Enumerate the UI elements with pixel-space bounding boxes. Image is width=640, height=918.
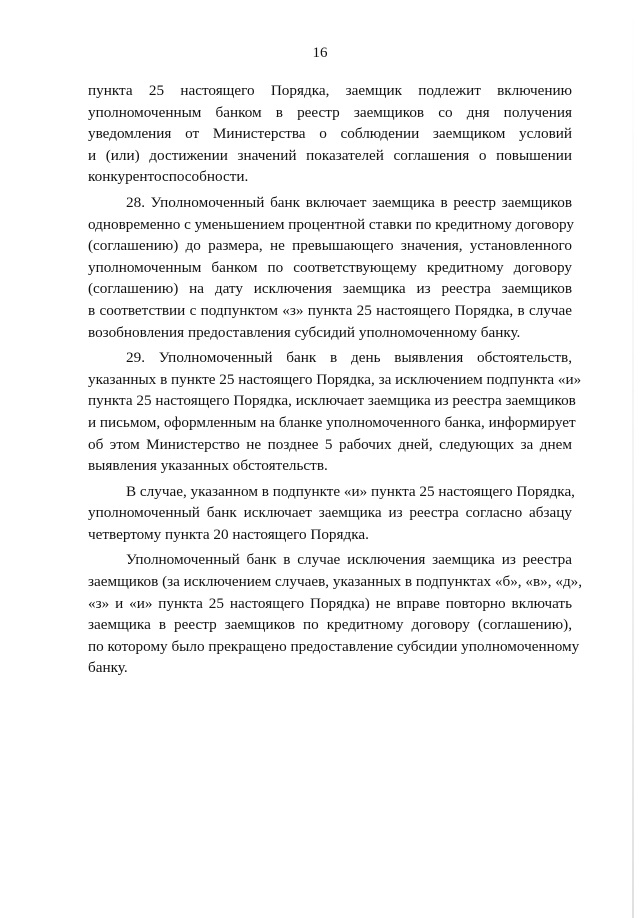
- text-line: четвертому пункта 20 настоящего Порядка.: [88, 525, 369, 543]
- text-line: пункта 25 настоящего Порядка, заемщик подлежит включению: [88, 82, 572, 99]
- text-line: уполномоченным банком по соответствующему кредитному договору: [88, 258, 572, 276]
- text-line: уполномоченный банк исключает заемщика из реестра согласно абзацу: [88, 504, 572, 522]
- text-line: конкурентоспособности.: [88, 168, 249, 186]
- text-line: пункта 25 настоящего Порядка, исключает заемщика из реестра заемщиков: [88, 392, 576, 410]
- text-line: возобновления предоставления субсидий уполномоченному банку.: [88, 323, 521, 341]
- text-line: В случае, указанном в подпункте «и» пункта 25 настоящего Порядка,: [126, 482, 575, 500]
- paragraph-continuation: [88, 80, 572, 188]
- text-line: и письмом, оформленным на бланке уполномоченного банка, информирует: [88, 413, 576, 431]
- paragraph-29: [88, 347, 582, 477]
- text-line: выявления указанных обстоятельств.: [88, 457, 328, 475]
- paragraph-case-i: [88, 481, 575, 546]
- text-line: уполномоченным банком в реестр заемщиков со дня получения: [88, 103, 572, 121]
- text-line: об этом Министерство не позднее 5 рабочих дней, следующих за днем: [88, 435, 572, 453]
- text-line: в соответствии с подпунктом «з» пункта 25 настоящего Порядка, в случае: [88, 301, 572, 319]
- text-line: одновременно с уменьшением процентной ставки по кредитному договору: [88, 215, 575, 233]
- text-line: Уполномоченный банк в случае исключения заемщика из реестра: [126, 551, 572, 569]
- text-line: «з» и «и» пункта 25 настоящего Порядка) не вправе повторно включать: [88, 594, 572, 612]
- text-line: заемщиков (за исключением случаев, указанных в подпунктах «б», «в», «д»,: [88, 573, 583, 591]
- text-line: 28. Уполномоченный банк включает заемщика в реестр заемщиков: [126, 193, 572, 211]
- text-line: по которому было прекращено предоставление субсидии уполномоченному: [88, 637, 580, 655]
- paragraph-28: [88, 192, 575, 343]
- scan-edge-shadow: [632, 0, 634, 918]
- page-number: 16: [312, 45, 328, 61]
- text-line: 29. Уполномоченный банк в день выявления обстоятельств,: [126, 349, 572, 367]
- text-line: (соглашению) до размера, не превышающего значения, установленного: [88, 237, 572, 255]
- document-body: [88, 80, 583, 683]
- text-line: указанных в пункте 25 настоящего Порядка, за исключением подпункта «и»: [88, 370, 582, 388]
- text-line: заемщика в реестр заемщиков по кредитному договору (соглашению),: [88, 616, 572, 634]
- text-line: уведомления от Министерства о соблюдении заемщиком условий: [88, 125, 572, 143]
- text-line: и (или) достижении значений показателей соглашения о повышении: [88, 146, 572, 164]
- paragraph-repeat-inclusion: [88, 549, 583, 679]
- text-line: (соглашению) на дату исключения заемщика из реестра заемщиков: [88, 280, 572, 298]
- text-line: банку.: [88, 659, 128, 677]
